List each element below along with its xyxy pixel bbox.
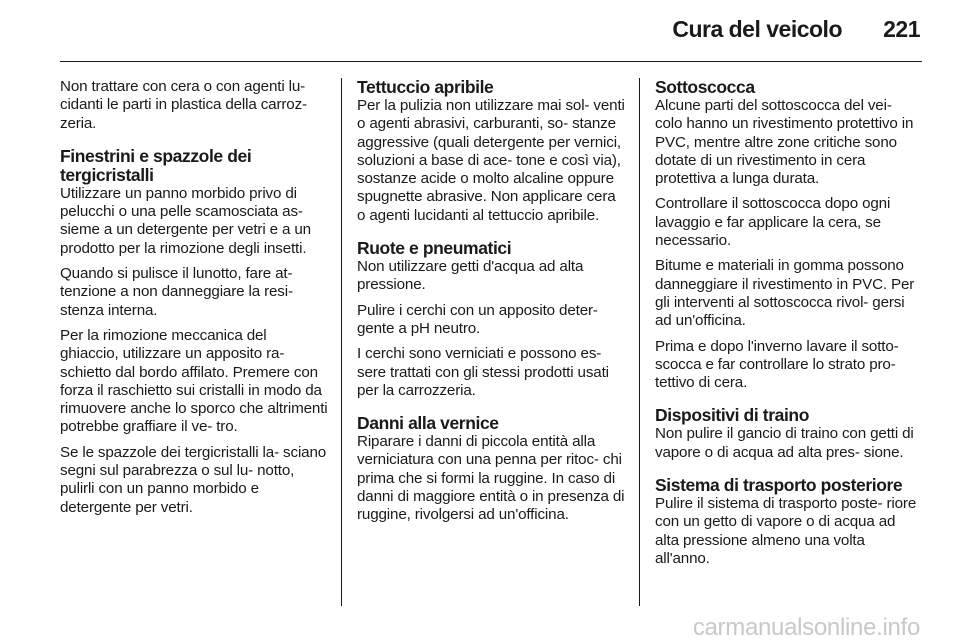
page-header: [0, 0, 960, 62]
paragraph: Pulire il sistema di trasporto poste- riore con un getto di vapore o di acqua ad alta pressione almeno una volta all'anno.: [655, 495, 917, 567]
section-title: Cura del veicolo: [672, 16, 842, 42]
paragraph: I cerchi sono verniciati e possono es- sere trattati con gli stessi prodotti usati per la carrozzeria.: [357, 345, 609, 399]
page-number: 221: [883, 16, 920, 42]
section-heading: Tettuccio apribile: [357, 77, 494, 97]
section-heading: Finestrini e spazzole dei tergicristalli: [60, 145, 252, 185]
paragraph: Utilizzare un panno morbido privo di pelucchi o una pelle scamosciata as- sieme a un detergente per vetri e a un prodotto per la rimozione degli insetti.: [60, 184, 311, 257]
paragraph: Per la rimozione meccanica del ghiaccio, utilizzare un apposito ra- schietto dal bordo affilato. Premere con forza il raschietto sui cristalli in modo da rimuovere anche lo sporco che altrimenti potrebbe graffiare il ve- tro.: [60, 326, 328, 436]
column-divider: [639, 78, 640, 606]
text-column-3: [655, 78, 923, 575]
paragraph: Se le spazzole dei tergicristalli la- sciano segni sul parabrezza o sul lu- notto, pulirli con un panno morbido e detergente per vetri.: [60, 443, 327, 516]
section-heading: Sottoscocca: [655, 77, 755, 97]
paragraph: Per la pulizia non utilizzare mai sol- venti o agenti abrasivi, carburanti, so- stanze aggressive (quali detergente per vernici, soluzioni a base di ace- tone e così via), sostanze acide o molto alcaline oppure spugnette abrasive. Non applicare cera o agenti lucidanti al tettuccio apribile.: [357, 97, 625, 224]
paragraph: Controllare il sottoscocca dopo ogni lavaggio e far applicare la cera, se necessario.: [655, 195, 891, 250]
paragraph: Alcune parti del sottoscocca del vei- colo hanno un rivestimento protettivo in PVC, mentre altre zone critiche sono dotate di un rivestimento in cera protettiva a lunga durata.: [655, 97, 914, 188]
section-heading: Sistema di trasporto posteriore: [655, 475, 903, 496]
paragraph: Riparare i danni di piccola entità alla verniciatura con una penna per ritoc- chi prima che si formi la ruggine. In caso di danni di maggiore entità o in presenza di ruggine, rivolgersi ad un'officina.: [357, 433, 625, 524]
paragraph: Quando si pulisce il lunotto, fare at- tenzione a non danneggiare la resi- stenza interna.: [60, 265, 293, 319]
paragraph: Prima e dopo l'inverno lavare il sotto- scocca e far controllare lo strato pro- tettivo di cera.: [655, 337, 899, 392]
paragraph: Bitume e materiali in gomma possono danneggiare il rivestimento in PVC. Per gli interventi al sottoscocca rivol- gersi ad un'officina.: [655, 257, 915, 330]
section-heading: Danni alla vernice: [357, 413, 499, 434]
paragraph: Pulire i cerchi con un apposito deter- gente a pH neutro.: [357, 301, 598, 337]
section-heading: Dispositivi di traino: [655, 405, 809, 426]
header-divider: [60, 61, 922, 62]
paragraph: Non pulire il gancio di traino con getti di vapore o di acqua ad alta pres- sione.: [655, 425, 914, 461]
paragraph: Non trattare con cera o con agenti lu- cidanti le parti in plastica della carroz- zeria.: [60, 78, 307, 132]
site-watermark: carmanualsonline.info: [692, 614, 920, 641]
paragraph: Non utilizzare getti d'acqua ad alta pressione.: [357, 258, 584, 294]
text-column-1: [60, 78, 328, 524]
text-column-2: [357, 78, 625, 532]
section-heading: Ruote e pneumatici: [357, 238, 512, 259]
column-divider: [341, 78, 342, 606]
